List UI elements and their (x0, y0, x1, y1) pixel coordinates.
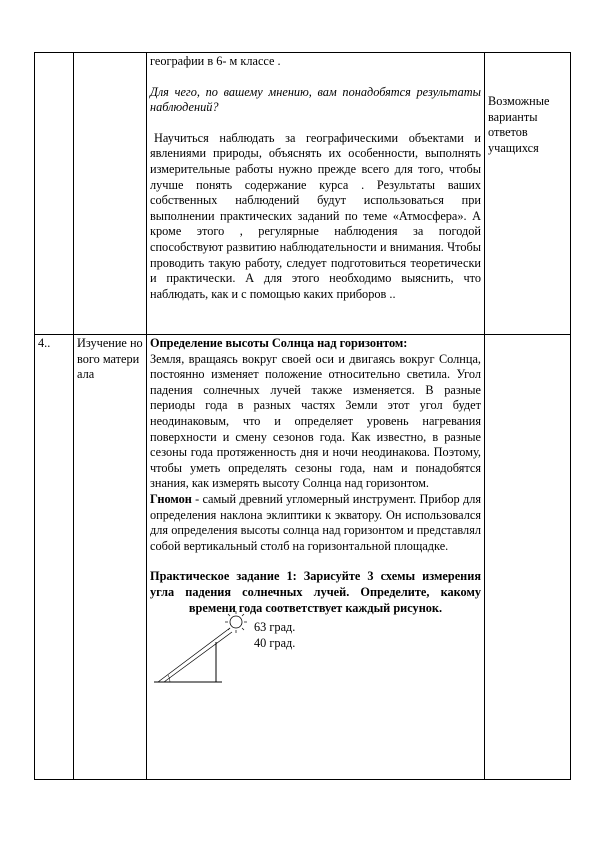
stage-text: Изучение нового материала (77, 336, 143, 382)
sun-angle-diagram (150, 608, 270, 690)
question-answer-text: Научиться наблюдать за географическими объектами и явлениями природы, объяснять их особенности, выполнять измерительные работы нужно прежде всего для того, чтобы лучше понять содержание курса . Результаты ваших собственных наблюдений будут использоваться при выполнении практических заданий по теме «Атмосфера». А кроме этого , регулярные наблюдения за погодой способствуют развитию наблюдательности и внимания. Чтобы проводить такую работу, следует подготовиться теоретически и практически. А для этого необходимо выяснить, что наблюдать, как и с помощью каких приборов .. (150, 130, 481, 301)
stage-cell (74, 53, 147, 335)
table-row (35, 53, 571, 335)
earth-rotation-paragraph: Земля, вращаясь вокруг своей оси и двигаясь вокруг Солнца, постоянно изменяет положение относительно светила. Угол падения солнечных лучей также изменяется. В разные периоды года в разных частях Земли этот угол будет неодинаковым, что и определяет уровень нагревания поверхности и смену сезонов года. Как известно, в разные сезоны года протяженность дня и ночи неодинакова. Поэтому, чтобы уметь определять сезоны года, нам и понадобятся знания, как измерять высоту Солнца над горизонтом. (150, 351, 481, 491)
sun-angle-figure (150, 616, 481, 682)
content-cell (147, 53, 485, 335)
stage-cell (74, 335, 147, 780)
teacher-question: Для чего, по вашему мнению, вам понадобятся результаты наблюдений? (150, 84, 481, 115)
angle-answer-1: 63 град. (254, 620, 296, 635)
table-row (35, 335, 571, 780)
note-text: Возможные варианты ответов учащихся (488, 94, 550, 155)
gnomon-paragraph (150, 492, 481, 554)
practical-task: Практическое задание 1: Зарисуйте 3 схемы измерения угла падения солнечных лучей. Определите, какому времени года соответствует каждый рисунок. (150, 569, 481, 615)
section-heading: Определение высоты Солнца над горизонтом: (150, 336, 408, 350)
gnomon-definition: - самый древний угломерный инструмент. Прибор для определения наклона эклиптики к экватору. Он использовался для определения высоты солнца над горизонтом и представлял собой вертикальный столб на горизонтальной площадке. (150, 491, 481, 553)
content-cell (147, 335, 485, 780)
row-number-cell (35, 53, 74, 335)
note-cell (485, 335, 571, 780)
sun-ray-lines (158, 628, 232, 682)
note-cell (485, 53, 571, 335)
row-number-cell: 4.. (35, 335, 74, 780)
gnomon-term: Гномон (150, 491, 192, 506)
top-line-text: географии в 6- м классе . (150, 54, 281, 68)
angle-answer-2: 40 град. (254, 636, 296, 651)
lesson-table (34, 52, 571, 780)
